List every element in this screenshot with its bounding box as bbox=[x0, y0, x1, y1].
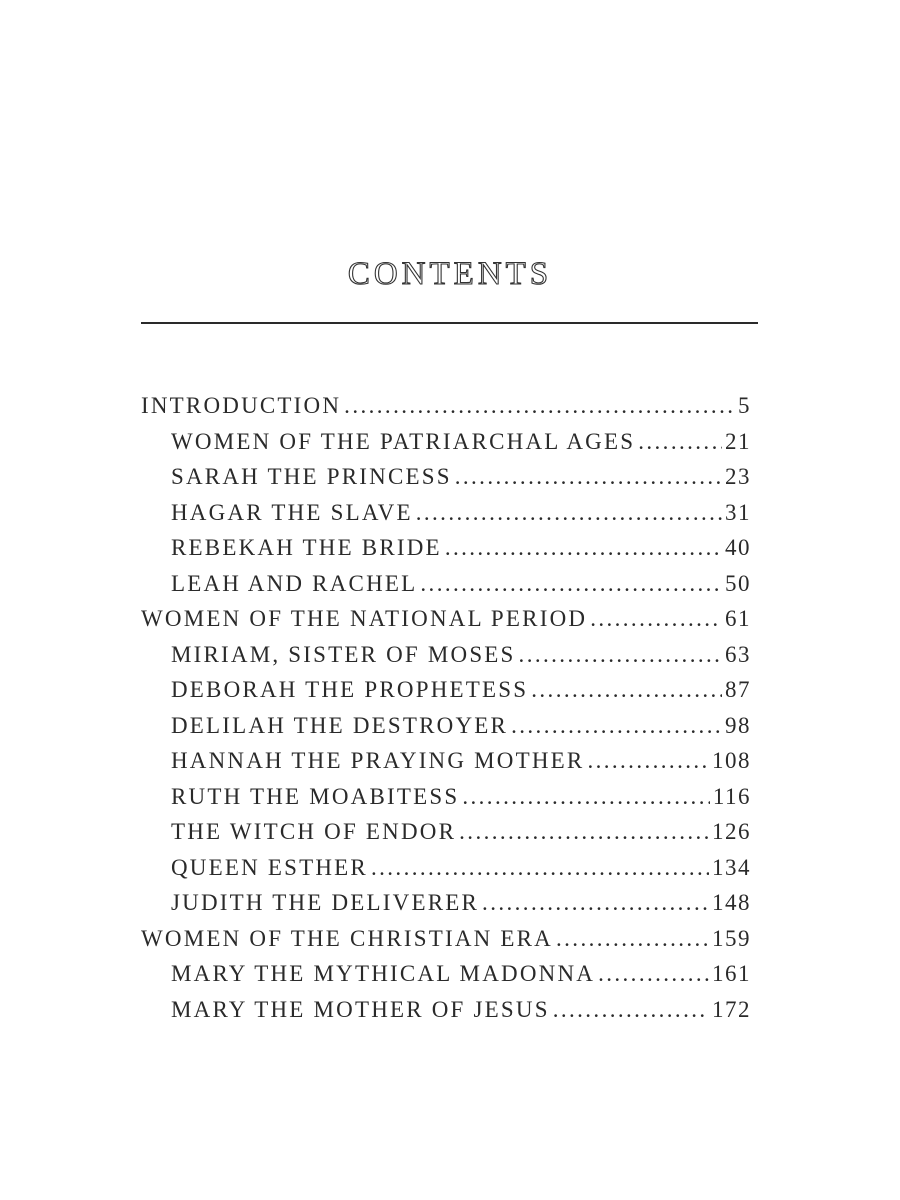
table-of-contents bbox=[141, 393, 751, 1032]
toc-entry-title: DELILAH THE DESTROYER bbox=[171, 712, 509, 738]
toc-entry[interactable] bbox=[141, 784, 751, 820]
toc-entry[interactable] bbox=[141, 890, 751, 926]
dot-leader bbox=[416, 500, 722, 526]
toc-entry[interactable] bbox=[141, 642, 751, 678]
toc-entry-title: MARY THE MOTHER OF JESUS bbox=[171, 996, 550, 1022]
toc-entry-title: REBEKAH THE BRIDE bbox=[171, 535, 442, 560]
toc-entry-title: MARY THE MYTHICAL MADONNA bbox=[171, 961, 596, 986]
toc-entry-page: 161 bbox=[712, 961, 751, 986]
toc-entry[interactable] bbox=[141, 393, 751, 429]
toc-entry-page: 61 bbox=[725, 606, 751, 631]
toc-entry-page: 108 bbox=[712, 748, 751, 773]
toc-entry-page: 40 bbox=[725, 535, 751, 560]
toc-entry-page: 23 bbox=[725, 464, 751, 489]
dot-leader bbox=[590, 606, 722, 632]
toc-entry-title: LEAH AND RACHEL bbox=[171, 570, 418, 596]
dot-leader bbox=[462, 784, 709, 810]
toc-entry[interactable] bbox=[141, 713, 751, 749]
toc-entry-title: INTRODUCTION bbox=[141, 393, 342, 418]
toc-entry-title: RUTH THE MOABITESS bbox=[171, 783, 460, 809]
toc-entry-page: 148 bbox=[712, 890, 751, 915]
toc-entry-page: 21 bbox=[725, 428, 751, 454]
dot-leader bbox=[553, 997, 709, 1023]
toc-entry-title: QUEEN ESTHER bbox=[171, 854, 368, 880]
toc-entry-page: 172 bbox=[712, 996, 751, 1022]
toc-entry-title: HAGAR THE SLAVE bbox=[171, 499, 413, 525]
dot-leader bbox=[459, 819, 709, 845]
toc-entry[interactable] bbox=[141, 926, 751, 962]
toc-entry-page: 5 bbox=[738, 393, 751, 418]
toc-entry[interactable] bbox=[141, 571, 751, 607]
dot-leader bbox=[587, 748, 709, 774]
toc-entry[interactable] bbox=[141, 464, 751, 500]
toc-entry-page: 87 bbox=[725, 677, 751, 702]
toc-entry-title: HANNAH THE PRAYING MOTHER bbox=[171, 748, 585, 773]
dot-leader bbox=[519, 642, 722, 668]
toc-entry[interactable] bbox=[141, 997, 751, 1033]
toc-entry-page: 116 bbox=[712, 783, 751, 809]
toc-entry-title: MIRIAM, SISTER OF MOSES bbox=[171, 641, 516, 667]
toc-entry[interactable] bbox=[141, 677, 751, 713]
toc-entry-page: 134 bbox=[712, 854, 751, 880]
dot-leader bbox=[598, 961, 709, 987]
dot-leader bbox=[344, 393, 735, 419]
toc-entry-page: 50 bbox=[725, 570, 751, 596]
toc-entry[interactable] bbox=[141, 500, 751, 536]
toc-entry-page: 31 bbox=[725, 499, 751, 525]
dot-leader bbox=[556, 926, 709, 952]
toc-entry[interactable] bbox=[141, 535, 751, 571]
dot-leader bbox=[482, 890, 709, 916]
dot-leader bbox=[511, 713, 722, 739]
toc-entry[interactable] bbox=[141, 819, 751, 855]
toc-entry-page: 126 bbox=[712, 819, 751, 844]
toc-entry[interactable] bbox=[141, 606, 751, 642]
toc-entry-page: 159 bbox=[712, 925, 751, 951]
toc-entry[interactable] bbox=[141, 855, 751, 891]
heading-rule bbox=[141, 322, 758, 324]
toc-entry-title: DEBORAH THE PROPHETESS bbox=[171, 677, 529, 702]
toc-entry-page: 98 bbox=[725, 712, 751, 738]
toc-entry-title: WOMEN OF THE CHRISTIAN ERA bbox=[141, 925, 553, 951]
toc-entry-title: SARAH THE PRINCESS bbox=[171, 464, 452, 489]
dot-leader bbox=[531, 677, 722, 703]
contents-heading: CONTENTS bbox=[347, 256, 553, 292]
toc-entry[interactable] bbox=[141, 961, 751, 997]
dot-leader bbox=[420, 571, 722, 597]
toc-entry-title: JUDITH THE DELIVERER bbox=[171, 890, 480, 915]
dot-leader bbox=[638, 429, 722, 455]
toc-entry[interactable] bbox=[141, 429, 751, 465]
dot-leader bbox=[371, 855, 709, 881]
toc-entry[interactable] bbox=[141, 748, 751, 784]
dot-leader bbox=[445, 535, 722, 561]
toc-entry-title: WOMEN OF THE PATRIARCHAL AGES bbox=[171, 428, 636, 454]
toc-entry-title: WOMEN OF THE NATIONAL PERIOD bbox=[141, 606, 588, 631]
toc-entry-title: THE WITCH OF ENDOR bbox=[171, 819, 457, 844]
toc-entry-page: 63 bbox=[725, 641, 751, 667]
dot-leader bbox=[455, 464, 722, 490]
